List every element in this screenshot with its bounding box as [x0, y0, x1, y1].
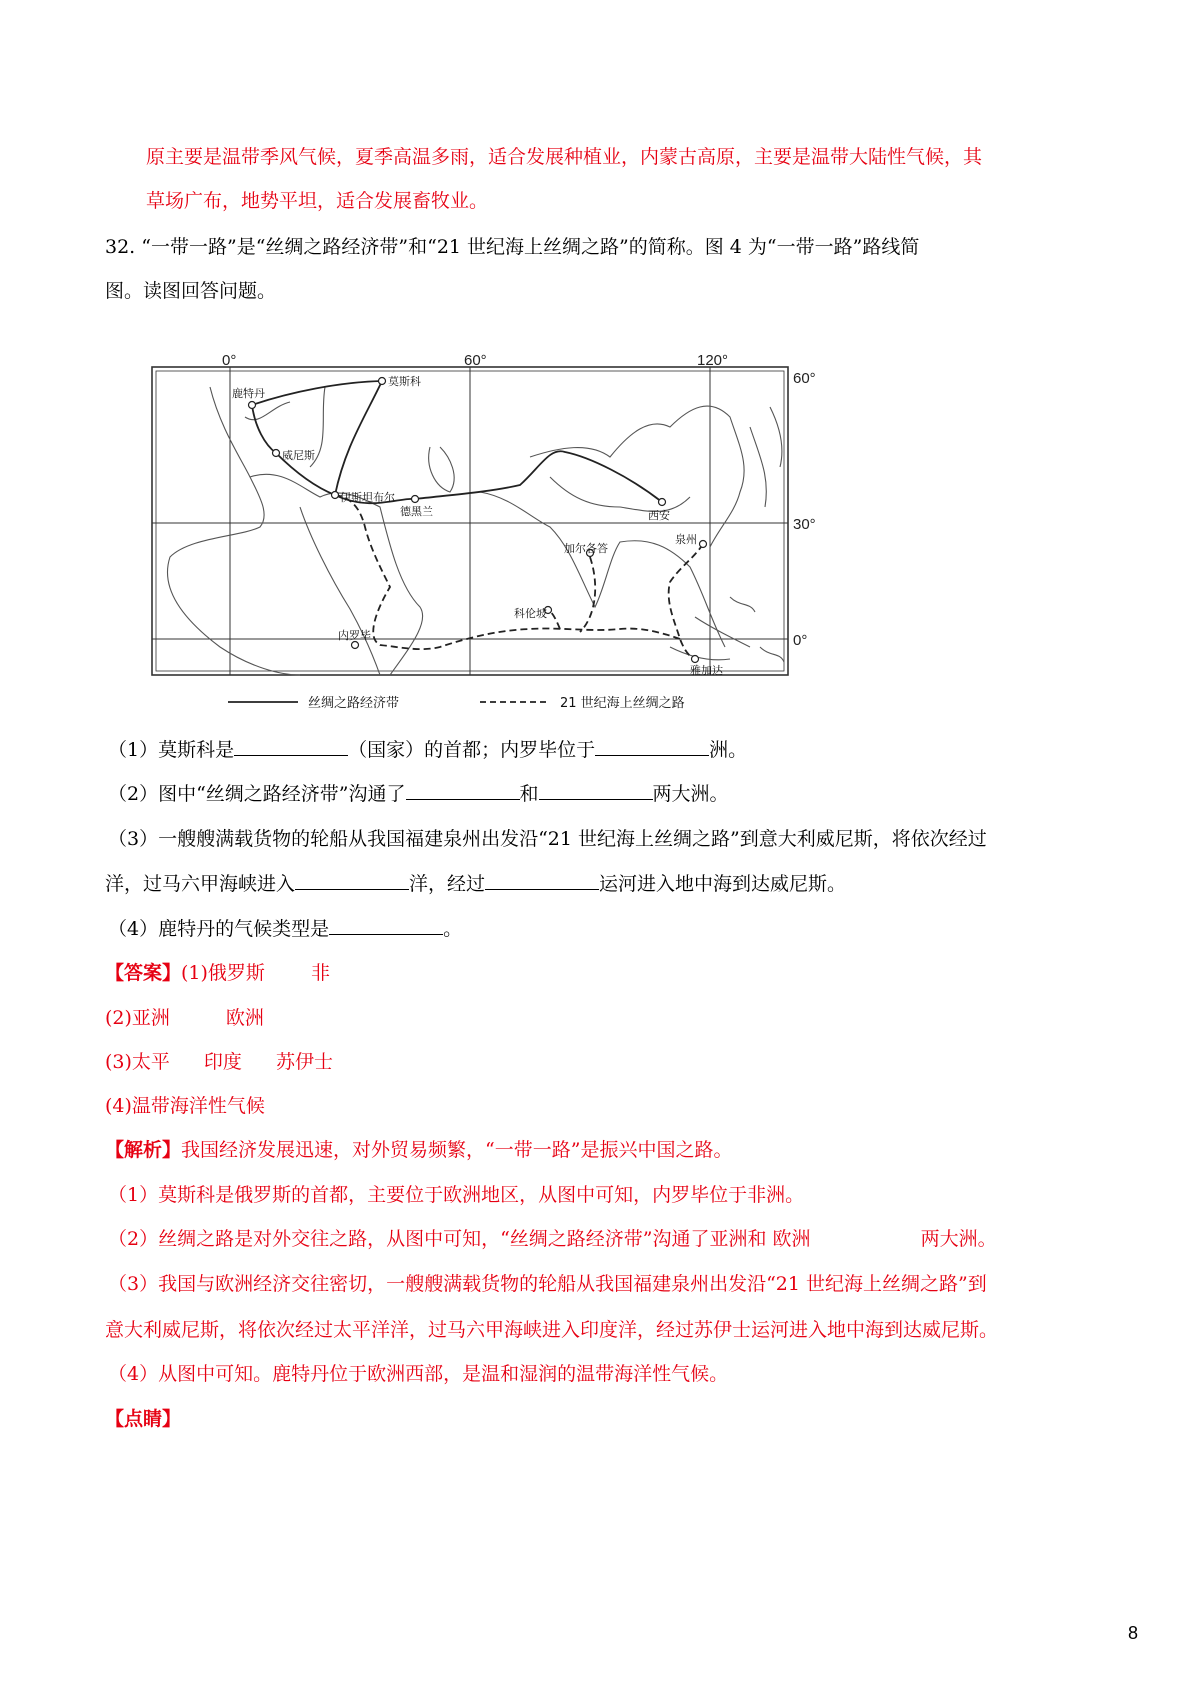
answer-line-3: (3)太平 印度 苏伊士	[105, 1051, 333, 1073]
city-colombo: 科伦坡	[514, 607, 547, 620]
answer-blank[interactable]	[295, 871, 409, 890]
belt-road-map	[150, 347, 850, 725]
city-nairobi: 内罗毕	[338, 629, 371, 642]
city-rotterdam: 鹿特丹	[232, 387, 265, 400]
lon-label-0: 0°	[222, 352, 237, 369]
prev-answer-line2: 草场广布，地势平坦，适合发展畜牧业。	[146, 190, 489, 212]
city-tehran: 德黑兰	[400, 505, 433, 518]
answer-blank[interactable]	[485, 871, 599, 890]
question-stem-line2: 图。读图回答问题。	[105, 280, 277, 302]
lon-label-60: 60°	[464, 352, 487, 369]
land-route-line	[252, 381, 662, 503]
city-moscow: 莫斯科	[388, 375, 421, 388]
city-venice: 威尼斯	[282, 449, 315, 462]
question-stem-line1	[105, 235, 919, 259]
prev-answer-line1: 原主要是温带季风气候，夏季高温多雨，适合发展种植业，内蒙古高原，主要是温带大陆性气候，其	[146, 146, 983, 168]
map-legend	[228, 695, 685, 711]
lon-label-120: 120°	[697, 352, 729, 369]
answer-blank[interactable]	[595, 737, 709, 756]
city-kolkata: 加尔各答	[564, 542, 608, 555]
lat-label-30: 30°	[793, 516, 816, 533]
sub-question-1: （1）莫斯科是 （国家）的首都；内罗毕位于 洲。	[108, 739, 748, 761]
answer-blank[interactable]	[234, 737, 348, 756]
analysis-p3-line1: （3）我国与欧洲经济交往密切，一艘艘满载货物的轮船从我国福建泉州出发沿“21 世纪海上丝绸之路”到	[108, 1273, 987, 1295]
answer-line-1: 【答案】(1)俄罗斯 非	[105, 962, 330, 984]
answer-line-4: (4)温带海洋性气候	[105, 1095, 265, 1117]
answer-line-2: (2)亚洲 欧洲	[105, 1007, 264, 1029]
city-xian: 西安	[648, 509, 670, 522]
analysis-p2: （2）丝绸之路是对外交往之路，从图中可知，“丝绸之路经济带”沟通了亚洲和 欧洲 两大洲。	[108, 1228, 997, 1250]
lat-label-0: 0°	[793, 632, 808, 649]
map-frame	[152, 367, 788, 675]
sub-question-4: （4）鹿特丹的气候类型是 。	[108, 918, 463, 940]
analysis-label: 【解析】	[105, 1139, 182, 1161]
answer-blank[interactable]	[329, 916, 443, 935]
analysis-p1: （1）莫斯科是俄罗斯的首都，主要位于欧洲地区，从图中可知，内罗毕位于非洲。	[108, 1184, 805, 1206]
question-stem: “一带一路”是“丝绸之路经济带”和“21 世纪海上丝绸之路”的简称。图 4 为“一带一路”路线简	[141, 236, 920, 258]
analysis-p3-line2: 意大利威尼斯，将依次经过太平洋洋，过马六甲海峡进入印度洋，经过苏伊士运河进入地中海到达威尼斯。	[105, 1319, 999, 1341]
question-number: 32.	[105, 236, 136, 258]
legend-sea-route: 21 世纪海上丝绸之路	[560, 696, 685, 711]
legend-land-route: 丝绸之路经济带	[308, 696, 400, 711]
answer-label: 【答案】	[105, 962, 182, 984]
city-istanbul: 伊斯坦布尔	[340, 491, 395, 504]
sub-question-3-line2: 洋，过马六甲海峡进入 洋，经过 运河进入地中海到达威尼斯。	[105, 873, 847, 895]
page-number: 8	[1128, 1623, 1139, 1643]
answer-blank[interactable]	[406, 781, 520, 800]
analysis-p4: （4）从图中可知。鹿特丹位于欧洲西部，是温和湿润的温带海洋性气候。	[108, 1363, 729, 1385]
sub-question-2: （2）图中“丝绸之路经济带”沟通了 和 两大洲。	[108, 783, 729, 805]
sub-question-3-line1: （3）一艘艘满载货物的轮船从我国福建泉州出发沿“21 世纪海上丝绸之路”到意大利威尼斯，将依次经过	[108, 828, 987, 850]
comment-label: 【点睛】	[105, 1408, 182, 1430]
city-quanzhou: 泉州	[675, 533, 697, 546]
city-markers	[249, 378, 707, 663]
city-jakarta: 雅加达	[690, 664, 723, 677]
answer-blank[interactable]	[539, 781, 653, 800]
lat-label-60: 60°	[793, 370, 816, 387]
analysis-intro: 【解析】我国经济发展迅速，对外贸易频繁，“一带一路”是振兴中国之路。	[105, 1139, 733, 1161]
